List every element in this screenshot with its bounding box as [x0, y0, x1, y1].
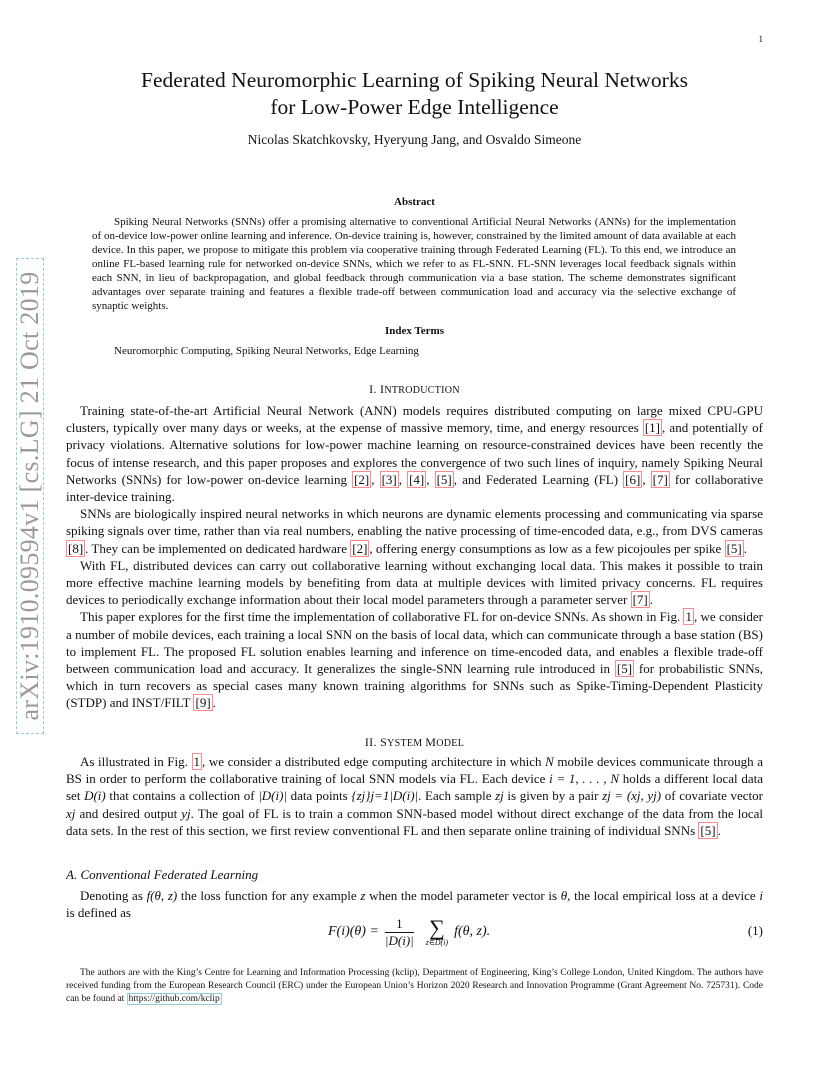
text-run: , and Federated Learning (FL): [453, 471, 624, 487]
math-expression: i = 1, . . . , N: [549, 771, 619, 787]
system-model-paragraph-1: [66, 753, 763, 839]
code-url-link[interactable]: https://github.com/kclip: [128, 994, 220, 1004]
math-symbol: θ: [560, 888, 568, 903]
subsection-heading: A. Conventional Federated Learning: [66, 867, 259, 882]
system-model-body: [66, 753, 763, 839]
abstract-body: Spiking Neural Networks (SNNs) offer a promising alternative to conventional Artificial Neural Networks (ANNs) for the implementation of on-device low-power online learning and inference. On-device training is, however, constrained by the limited amount of data available at each device. In this paper, we propose to mitigate this problem via cooperative training through Federated Learning (FL). To this end, we introduce an online FL-based learning rule for networked on-device SNNs, which we refer to as FL-SNN. FL-SNN leverages local feedback signals within each SNN, in lieu of backpropagation, and global feedback through communication via a base station. The scheme demonstrates significant advantages over separate training and features a flexible trade-off between communication load and accuracy via the selective exchange of synaptic weights.: [92, 216, 736, 312]
math-expression: |D(i)|: [258, 788, 288, 804]
introduction-body: [66, 402, 763, 712]
section-first-letter: M: [425, 735, 437, 749]
summation-symbol: ∑: [429, 915, 445, 940]
text-run: ,: [426, 471, 435, 487]
text-run: and desired output: [75, 805, 182, 821]
section-numeral: I.: [369, 382, 381, 396]
fraction-denominator: |D(i)|: [384, 932, 414, 948]
math-expression: {zj}j=1|D(i)|: [351, 788, 419, 804]
intro-paragraph-3: [66, 557, 763, 609]
footnote-text: The authors are with the King’s Centre for Learning and Information Processing (kclip), Department of Engineering, King’s College London, United Kingdom. The authors have received funding from the European Research Council (ERC) under the European Union’s Horizon 2020 Research and Innovation Programme (Grant Agreement No. 725731). Code can be found at: [66, 968, 763, 1004]
text-run: With FL, distributed devices can carry out collaborative learning without exchanging local data. This makes it possible to train more effective machine learning models by benefiting from data at multiple devices with limited privacy concerns. FL requires devices to periodically exchange information about their local model parameters through a parameter server: [66, 557, 763, 608]
text-run: holds a different local data set: [66, 771, 764, 804]
citation-link[interactable]: [7]: [652, 471, 668, 487]
section-first-letter: I: [380, 382, 385, 396]
math-symbol: z: [360, 888, 366, 903]
citation-link[interactable]: [1]: [644, 420, 660, 436]
citation-link[interactable]: [7]: [632, 592, 648, 608]
text-run: .: [743, 540, 747, 556]
section-title-rest: ODEL: [436, 738, 465, 749]
citation-link[interactable]: [4]: [409, 471, 425, 487]
arxiv-sidebar-stamp[interactable]: [16, 258, 44, 734]
intro-paragraph-1: [66, 402, 763, 505]
summation: [426, 917, 448, 947]
equation-fraction: [385, 916, 414, 949]
equation-1: [66, 910, 763, 954]
figure-link[interactable]: 1: [685, 609, 692, 625]
text-run: mobile devices communicate through a BS in order to perform the collaborative training of local SNN models via FL. Each device: [66, 754, 764, 787]
arxiv-identifier: arXiv:1910.09594v1 [cs.LG] 21 Oct 2019: [15, 271, 44, 721]
math-expression: f(θ, z): [146, 888, 178, 903]
text-run: .: [649, 592, 653, 608]
text-run: ,: [371, 471, 380, 487]
index-terms-heading: Index Terms: [385, 325, 444, 337]
citation-link[interactable]: [3]: [381, 471, 397, 487]
section-numeral: II.: [364, 735, 381, 749]
citation-link[interactable]: [5]: [616, 661, 633, 677]
summation-subscript: z∈D(i): [425, 938, 449, 947]
section-heading-introduction: [66, 382, 763, 397]
citation-link[interactable]: [5]: [700, 822, 716, 838]
footnote: [66, 967, 763, 1006]
math-expression: zj = (xj, yj): [602, 788, 662, 804]
equation-number: (1): [747, 923, 763, 938]
text-run: . They can be implemented on dedicated hardware: [85, 540, 351, 556]
math-symbol: i: [759, 888, 763, 903]
math-symbol: zj: [495, 788, 504, 804]
section-heading-system-model: [66, 735, 763, 750]
text-run: for collaborative inter-device training.: [66, 471, 763, 505]
math-expression: D(i): [84, 788, 106, 804]
citation-link[interactable]: [2]: [354, 471, 370, 487]
text-run: when the model parameter vector is: [365, 888, 561, 903]
text-run: As illustrated in Fig.: [80, 754, 192, 769]
section-first-letter: S: [380, 735, 388, 749]
text-run: data points: [287, 788, 352, 804]
citation-link[interactable]: [5]: [726, 540, 742, 556]
author-list: Nicolas Skatchkovsky, Hyeryung Jang, and Osvaldo Simeone: [247, 132, 582, 147]
text-run: . The goal of FL is to train a common SNN-based model without direct exchange of the data from the local data sets. In the rest of this section, we first review conventional FL and then separate online training of individual SNNs: [66, 805, 763, 838]
equation-rhs: f(θ, z).: [454, 924, 491, 939]
math-symbol: xj: [66, 805, 76, 821]
index-terms-body: Neuromorphic Computing, Spiking Neural Networks, Edge Learning: [114, 345, 419, 357]
figure-link[interactable]: 1: [193, 754, 200, 769]
fraction-numerator: 1: [385, 916, 414, 933]
text-run: the loss function for any example: [177, 888, 361, 903]
text-run: , we consider a distributed edge computing architecture in which: [202, 754, 546, 769]
citation-link[interactable]: [9]: [195, 695, 211, 711]
text-run: , we consider a number of mobile devices, each training a local SNN on the basis of local data, which can communicate through a base station (BS) to implement FL. The proposed FL solution enables learning and inference on time-encoded data, and enables a flexible trade-off between communication load and accuracy. It generalizes the single-SNN learning rule introduced in: [66, 609, 764, 677]
text-run: , and potentially of privacy violations. Alternative solutions for low-power machine learning on resource-constrained devices have been recently the focus of intense research, and this paper proposes and explores the convergence of two such lines of inquiry, namely Spiking Neural Networks (SNNs) for low-power on-device learning: [66, 420, 763, 487]
abstract-heading: Abstract: [394, 196, 435, 208]
text-run: is defined as: [66, 905, 131, 921]
equation-content: [328, 910, 490, 954]
text-run: , the local empirical loss at a device: [567, 888, 760, 903]
text-run: . Each sample: [418, 788, 496, 804]
citation-link[interactable]: [6]: [625, 471, 641, 487]
text-run: is given by a pair: [503, 788, 603, 804]
citation-link[interactable]: [5]: [436, 471, 452, 487]
text-run: Denoting as: [80, 888, 147, 903]
text-run: .: [717, 822, 721, 838]
section-title-rest: YSTEM: [387, 738, 426, 749]
intro-paragraph-4: [66, 608, 763, 711]
equation-lhs: F(i)(θ) =: [328, 924, 379, 939]
text-run: .: [212, 695, 216, 711]
citation-link[interactable]: [2]: [352, 540, 368, 556]
section-title-rest: NTRODUCTION: [384, 385, 460, 396]
text-run: that contains a collection of: [105, 788, 259, 804]
title-line-2: for Low-Power Edge Intelligence: [270, 95, 559, 119]
text-run: for probabilistic SNNs, which in turn recovers as special cases many known training algorithms for SNNs such as Spike-Timing-Dependent Plasticity (STDP) and INST/FILT: [66, 661, 763, 711]
text-run: , offering energy consumptions as low as a few picojoules per spike: [369, 540, 725, 556]
math-symbol: yj: [181, 805, 191, 821]
citation-link[interactable]: [8]: [68, 540, 84, 556]
text-run: ,: [642, 471, 651, 487]
math-symbol: N: [545, 754, 554, 769]
intro-paragraph-2: [66, 505, 763, 557]
text-run: ,: [398, 471, 408, 487]
text-run: Training state-of-the-art Artificial Neural Network (ANN) models requires distributed computing on large mixed CPU-GPU clusters, typically over many days or weeks, at the expense of massive memory, time, and energy resources: [66, 403, 763, 436]
paper-title: [66, 67, 763, 121]
text-run: This paper explores for the first time the implementation of collaborative FL for on-device SNNs. As shown in Fig.: [80, 609, 684, 625]
text-run: SNNs are biologically inspired neural networks in which neurons are dynamic elements processing and communicating via sparse spiking signals over time, rather than via real numbers, enabling the native processing of time-encoded data, e.g., from DVS cameras: [66, 506, 763, 539]
title-line-1: Federated Neuromorphic Learning of Spiking Neural Networks: [141, 68, 688, 92]
page-number: 1: [758, 34, 763, 44]
text-run: of covariate vector: [661, 788, 763, 804]
